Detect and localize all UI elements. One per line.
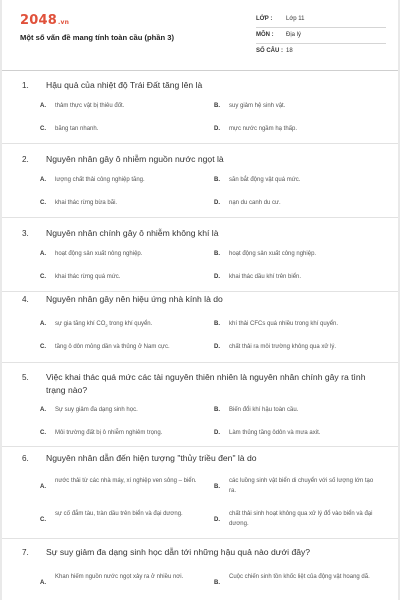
page-title: Một số vấn đề mang tính toàn cầu (phần 3) [20, 33, 174, 42]
option-text: lượng chất thải công nghiệp tăng. [55, 177, 145, 183]
option-text: suy giảm hệ sinh vật. [229, 103, 286, 109]
option-text: săn bắt động vật quá mức. [229, 177, 301, 183]
question-3 [2, 218, 398, 292]
option-text: nạn du canh du cư. [229, 200, 281, 206]
option-text: khai thác dầu khí trên biển. [229, 274, 302, 280]
question-number: 2. [22, 155, 29, 164]
option-letter: A. [40, 103, 46, 109]
option-text: khai thác rừng bừa bãi. [55, 200, 118, 206]
option-letter: B. [214, 484, 220, 490]
subscript-2: 2 [105, 323, 108, 329]
option-text: sự cố đắm tàu, tràn dầu trên biển và đại dương. [55, 511, 183, 517]
question-text: Nguyên nhân gây nên hiệu ứng nhà kính là do [46, 294, 223, 304]
question-1 [2, 70, 398, 144]
question-2 [2, 144, 398, 218]
question-6 [2, 446, 398, 540]
option-letter: C. [40, 430, 46, 436]
site-logo[interactable] [20, 13, 69, 28]
option-text: nước thải từ các nhà máy, xí nghiệp ven sông – biển. [55, 478, 197, 484]
option-text: Khan hiếm nguồn nước ngọt xảy ra ở nhiều nơi. [55, 574, 184, 580]
option-letter: B. [214, 103, 220, 109]
option-text [55, 319, 220, 331]
option-letter: A. [40, 321, 46, 327]
question-number: 3. [22, 229, 29, 238]
question-number: 4. [22, 295, 29, 304]
option-letter: B. [214, 321, 220, 327]
option-letter: D. [214, 200, 220, 206]
question-7 [2, 540, 398, 600]
option-letter: C. [40, 274, 46, 280]
question-number: 6. [22, 454, 29, 463]
meta-class-value: Lớp 11 [286, 16, 305, 22]
question-number: 7. [22, 548, 29, 557]
option-text: chất thải sinh hoạt không qua xử lý đổ vào biển và đại dương. [229, 511, 373, 527]
logo-suffix: .vn [57, 19, 70, 26]
question-number: 5. [22, 373, 29, 382]
option-letter: C. [40, 200, 46, 206]
option-text: hoạt động sản xuất công nghiệp. [229, 251, 317, 257]
option-text: mực nước ngầm hạ thấp. [229, 126, 297, 132]
meta-count-key: SỐ CÂU : [256, 48, 283, 54]
question-text: Nguyên nhân dẫn đến hiện tượng "thủy triều đen" là do [46, 453, 257, 463]
meta-class-key: LỚP : [256, 16, 273, 22]
option-text: Làm thủng tầng ôdôn và mưa axit. [229, 430, 321, 436]
option-text: Môi trường đất bị ô nhiễm nghiêm trọng. [55, 430, 163, 436]
logo-text: 2048 [20, 13, 57, 28]
meta-count-row [256, 45, 386, 59]
option-text: Cuộc chiến sinh tồn khốc liệt của động vật hoang dã. [229, 574, 370, 580]
option-letter: B. [214, 177, 220, 183]
option-text: băng tan nhanh. [55, 126, 99, 132]
option-text: tầng ô dôn mỏng dần và thủng ở Nam cực. [55, 344, 170, 350]
option-text: Sự suy giảm đa dạng sinh học. [55, 407, 138, 413]
option-letter: D. [214, 126, 220, 132]
option-text: các luồng sinh vật biển di chuyển với số lượng lớn tạo ra. [229, 478, 374, 494]
question-text: Nguyên nhân chính gây ô nhiễm không khí là [46, 228, 219, 238]
page-header [2, 0, 398, 71]
option-text: Biến đổi khí hậu toàn cầu. [229, 407, 299, 413]
option-letter: C. [40, 126, 46, 132]
option-letter: D. [214, 517, 220, 523]
option-letter: C. [40, 344, 46, 350]
option-letter: A. [40, 251, 46, 257]
option-letter: D. [214, 344, 220, 350]
meta-count-value: 18 [286, 48, 293, 54]
option-text: chất thải ra môi trường không qua xử lý. [229, 344, 337, 350]
meta-subject-value: Địa lý [286, 32, 302, 38]
question-divider [2, 538, 398, 539]
option-text-main: sự gia tăng khí CO [55, 321, 106, 327]
question-4 [2, 292, 398, 366]
meta-class-row [256, 13, 386, 28]
question-number: 1. [22, 81, 29, 90]
option-letter: A. [40, 407, 46, 413]
quiz-page [2, 0, 398, 600]
option-letter: D. [214, 274, 220, 280]
option-letter: B. [214, 407, 220, 413]
meta-subject-key: MÔN : [256, 32, 274, 38]
option-letter: A. [40, 177, 46, 183]
option-text-after: trong khí quyển. [107, 321, 153, 327]
meta-subject-row [256, 29, 386, 44]
option-text: thảm thực vật bị thiêu đốt. [55, 103, 125, 109]
option-text: khí thải CFCs quá nhiều trong khí quyển. [229, 321, 339, 327]
option-letter: B. [214, 580, 220, 586]
option-letter: C. [40, 517, 46, 523]
option-letter: D. [214, 430, 220, 436]
question-5 [2, 362, 398, 448]
question-text: Hậu quả của nhiệt độ Trái Đất tăng lên là [46, 80, 203, 90]
question-text: Nguyên nhân gây ô nhiễm nguồn nước ngọt là [46, 154, 224, 164]
option-letter: A. [40, 580, 46, 586]
question-text: Sự suy giảm đa dạng sinh học dẫn tới những hậu quả nào dưới đây? [46, 547, 311, 557]
option-letter: A. [40, 484, 46, 490]
option-letter: B. [214, 251, 220, 257]
option-text: khai thác rừng quá mức. [55, 274, 121, 280]
option-text: hoạt động sản xuất nông nghiệp. [55, 251, 143, 257]
question-text: Việc khai thác quá mức các tài nguyên thiên nhiên là nguyên nhân chính gây ra tình trạng nào? [46, 372, 366, 395]
